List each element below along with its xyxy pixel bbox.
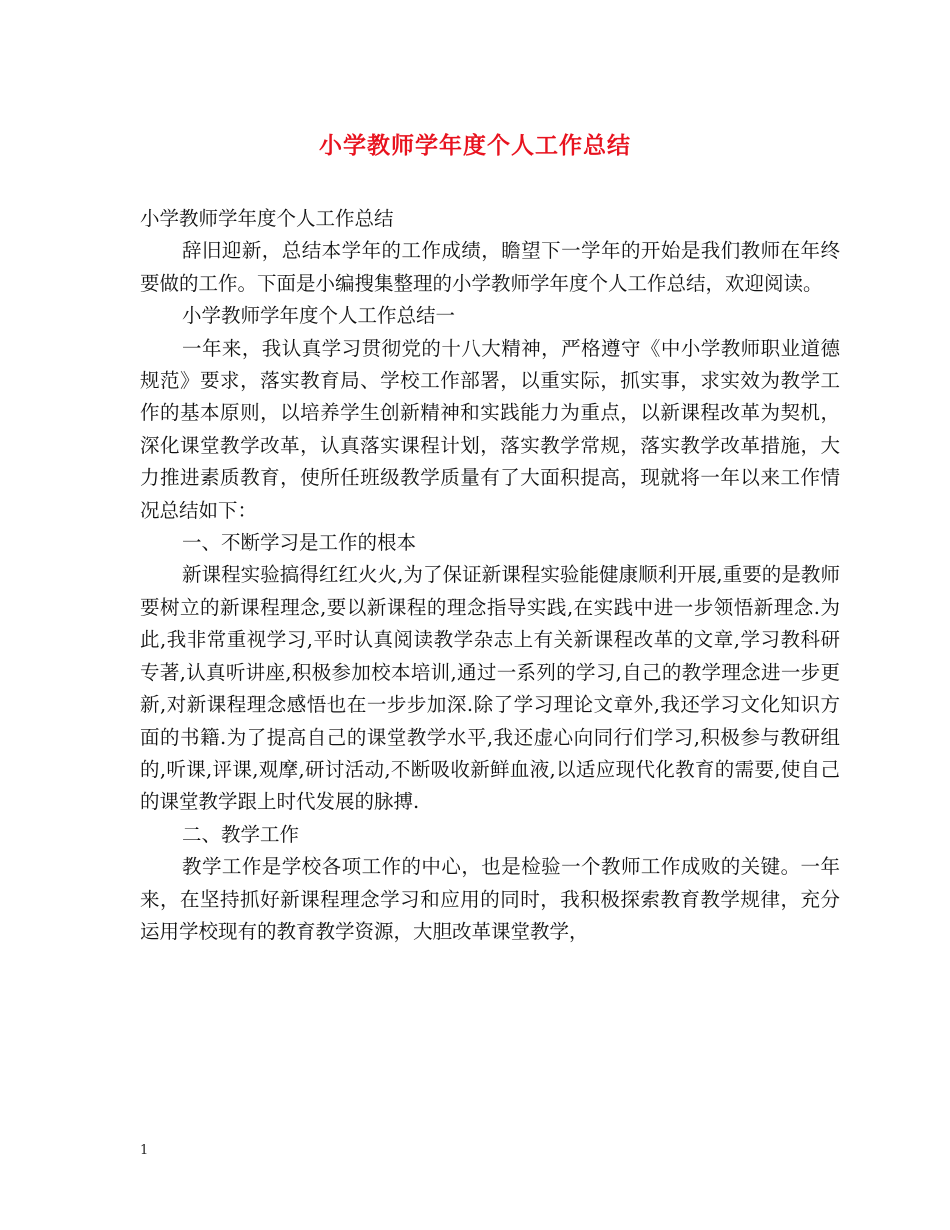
section-heading-learning: 一、不断学习是工作的根本 [182, 531, 417, 555]
paragraph-teaching: 教学工作是学校各项工作的中心，也是检验一个教师工作成败的关键。一年来，在坚持抓好新课程理念学习和应用的同时，我积极探索教育教学规律，充分运用学校现有的教育教学资源，大胆改革课堂教学， [140, 855, 840, 943]
paragraph-intro: 辞旧迎新，总结本学年的工作成绩，瞻望下一学年的开始是我们教师在年终要做的工作。下面是小编搜集整理的小学教师学年度个人工作总结，欢迎阅读。 [140, 239, 840, 295]
paragraph-learning: 新课程实验搞得红红火火,为了保证新课程实验能健康顺利开展,重要的是教师要树立的新课程理念,要以新课程的理念指导实践,在实践中进一步领悟新理念.为此,我非常重视学习,平时认真阅读教学杂志上有关新课程改革的文章,学习教科研专著,认真听讲座,积极参加校本培训,通过一系列的学习,自己的教学理念进一步更新,对新课程理念感悟也在一步步加深.除了学习理论文章外,我还学习文化知识方面的书籍.为了提高自己的课堂教学水平,我还虚心向同行们学习,积极参与教研组的,听课,评课,观摩,研讨活动,不断吸收新鲜血液,以适应现代化教育的需要,使自己的课堂教学跟上时代发展的脉搏. [140, 563, 840, 814]
document-body [140, 203, 840, 948]
section-heading-summary-one: 小学教师学年度个人工作总结一 [182, 304, 456, 328]
page-number: 1 [140, 1143, 149, 1158]
paragraph-subtitle: 小学教师学年度个人工作总结 [140, 207, 394, 230]
document-title: 小学教师学年度个人工作总结 [319, 132, 631, 159]
section-heading-teaching: 二、教学工作 [182, 822, 300, 846]
paragraph-overview: 一年来，我认真学习贯彻党的十八大精神，严格遵守《中小学教师职业道德规范》要求，落实教育局、学校工作部署，以重实际，抓实事，求实效为教学工作的基本原则，以培养学生创新精神和实践能力为重点，以新课程改革为契机，深化课堂教学改革，认真落实课程计划，落实教学常规，落实教学改革措施，大力推进素质教育，使所任班级教学质量有了大面积提高，现就将一年以来工作情况总结如下： [140, 336, 840, 522]
